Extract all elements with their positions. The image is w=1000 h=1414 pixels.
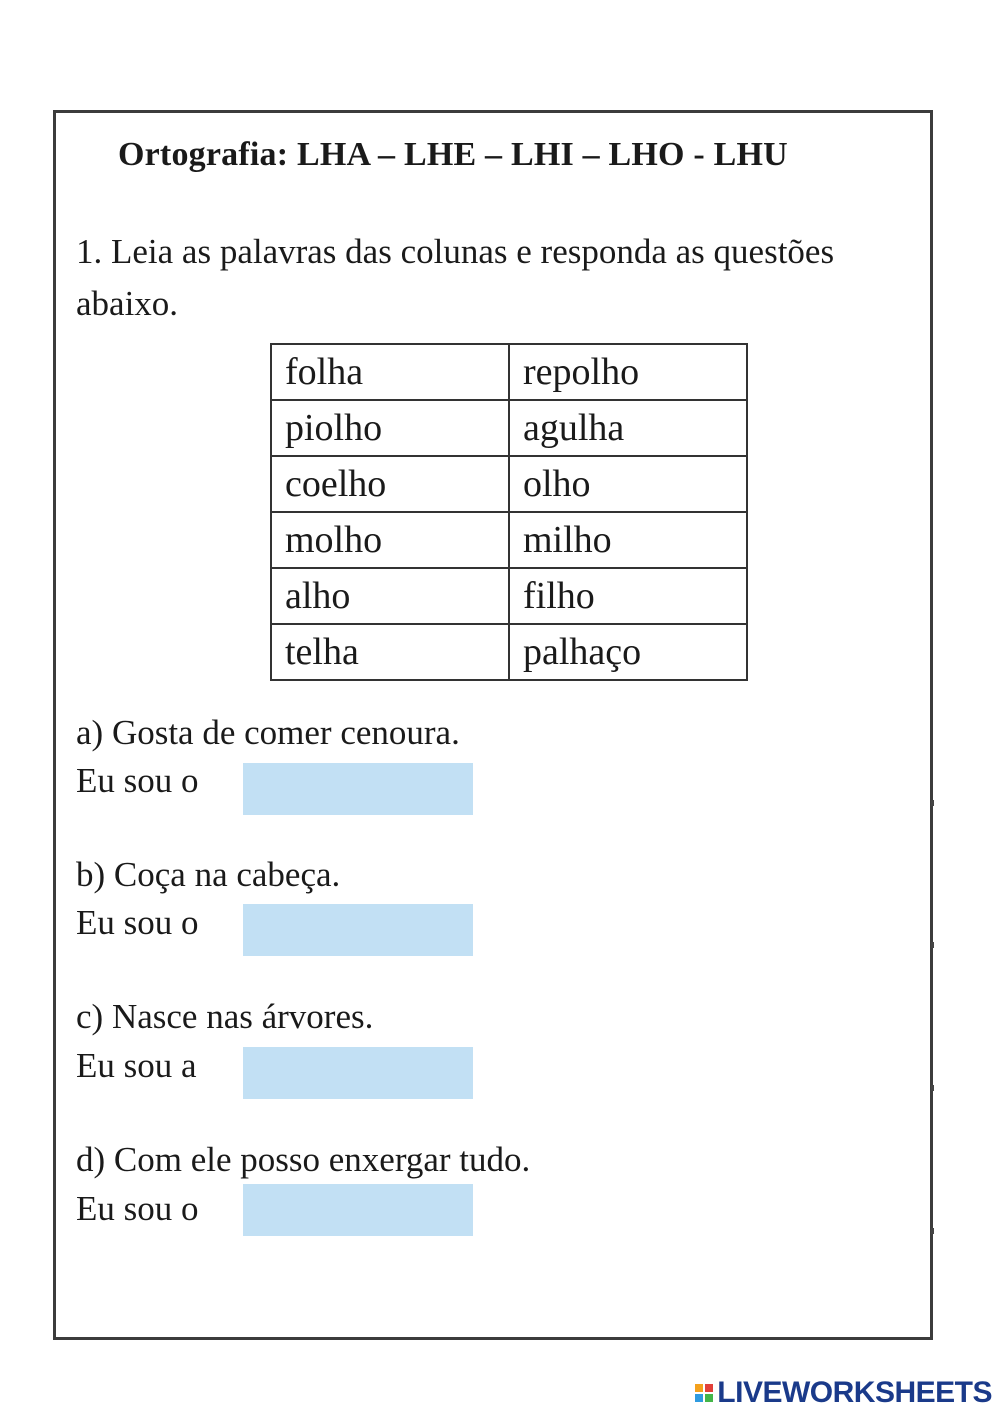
question-a-prompt: a) Gosta de comer cenoura. (76, 713, 460, 752)
question-d-prompt: d) Com ele posso enxergar tudo. (76, 1140, 531, 1179)
question-c-prompt: c) Nasce nas árvores. (76, 997, 374, 1036)
liveworksheets-logo-icon (695, 1384, 713, 1402)
table-cell: telha (271, 624, 509, 680)
answer-input-b[interactable] (243, 904, 473, 956)
table-cell: agulha (509, 400, 747, 456)
logo-square (695, 1394, 703, 1402)
table-row (271, 568, 747, 624)
table-cell: filho (509, 568, 747, 624)
logo-square (705, 1394, 713, 1402)
logo-square (705, 1384, 713, 1392)
answer-input-d[interactable] (243, 1184, 473, 1236)
table-cell: repolho (509, 344, 747, 400)
table-cell: alho (271, 568, 509, 624)
border-tick (931, 800, 934, 806)
question-a-answer-prefix: Eu sou o (76, 761, 199, 800)
table-cell: folha (271, 344, 509, 400)
worksheet-title: Ortografia: LHA – LHE – LHI – LHO - LHU (118, 136, 788, 173)
table-cell: olho (509, 456, 747, 512)
table-cell: milho (509, 512, 747, 568)
liveworksheets-brand[interactable] (695, 1376, 992, 1410)
question-b-prompt: b) Coça na cabeça. (76, 855, 341, 894)
answer-input-a[interactable] (243, 763, 473, 815)
question-c-answer-prefix: Eu sou a (76, 1046, 197, 1085)
table-row (271, 400, 747, 456)
question-b-answer-prefix: Eu sou o (76, 903, 199, 942)
border-tick (931, 1228, 934, 1234)
table-row (271, 456, 747, 512)
border-tick (931, 1085, 934, 1091)
answer-input-c[interactable] (243, 1047, 473, 1099)
instruction-text: 1. Leia as palavras das colunas e responda as questões abaixo. (76, 232, 835, 323)
border-tick (931, 942, 934, 948)
brand-name: LIVEWORKSHEETS (717, 1376, 992, 1409)
table-cell: piolho (271, 400, 509, 456)
question-d-answer-prefix: Eu sou o (76, 1189, 199, 1228)
table-row (271, 512, 747, 568)
logo-square (695, 1384, 703, 1392)
table-row (271, 344, 747, 400)
word-table (270, 343, 748, 681)
table-cell: coelho (271, 456, 509, 512)
table-cell: molho (271, 512, 509, 568)
table-cell: palhaço (509, 624, 747, 680)
table-row (271, 624, 747, 680)
